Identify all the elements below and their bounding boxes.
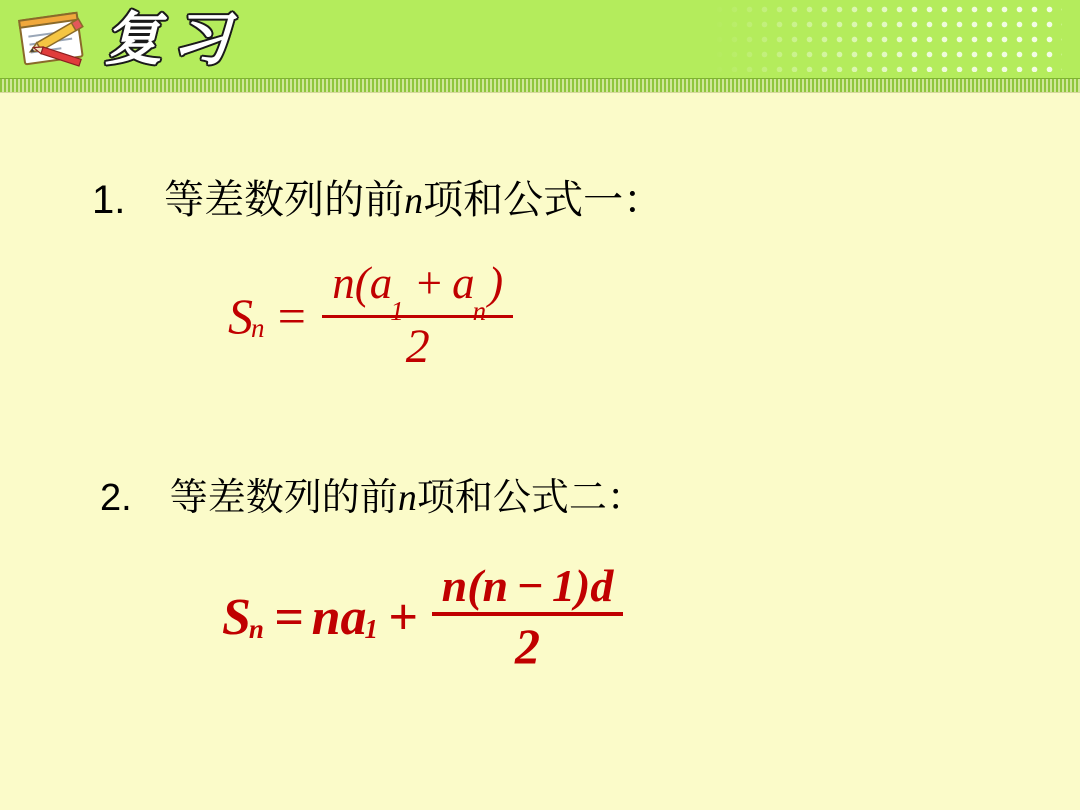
list-item-text-before: 等差数列的前	[164, 177, 405, 223]
page-title: 复习	[104, 5, 241, 73]
formula2-num-open: n(n	[441, 560, 509, 611]
header-dot-pattern	[712, 2, 1062, 72]
formula2-plus: +	[388, 588, 418, 646]
formula2-lhs-subscript: n	[248, 613, 264, 644]
sum-formula-two	[222, 562, 629, 673]
formula1-equals: =	[274, 288, 309, 345]
formula1-denominator: 2	[405, 320, 430, 374]
formula2-num-minus: −	[516, 560, 545, 611]
formula1-lhs-subscript: n	[251, 312, 265, 343]
list-item	[100, 466, 645, 521]
formula2-num-one: 1)	[552, 560, 591, 611]
formula1-num-sub1: 1	[390, 296, 404, 326]
formula2-equals: =	[273, 588, 304, 646]
formula2-num-d: d	[590, 560, 614, 611]
list-item	[92, 168, 663, 225]
formula1-num-a: a	[452, 258, 475, 308]
formula1-fraction	[322, 260, 513, 373]
formula1-num-open: n(a	[332, 258, 393, 308]
formula1-numerator	[322, 258, 513, 326]
formula1-num-close: )	[488, 258, 504, 308]
list-item-number: 1.	[92, 178, 126, 222]
formula1-num-sub2: n	[472, 296, 487, 326]
formula2-numerator	[432, 562, 624, 612]
formula2-fraction	[432, 562, 624, 673]
list-item-text-after: 项和公式一：	[423, 177, 664, 223]
formula2-term: na	[311, 588, 367, 646]
formula2-term-subscript: 1	[364, 613, 379, 644]
list-item-text-after: 项和公式二：	[416, 475, 645, 519]
formula1-lhs: S	[228, 288, 253, 345]
slide-content	[0, 92, 1080, 810]
formula1-num-plus: +	[413, 258, 445, 308]
formula2-denominator: 2	[515, 618, 540, 675]
header-divider-stripe	[0, 78, 1080, 93]
list-item-variable: n	[397, 477, 417, 519]
list-item-variable: n	[404, 180, 424, 222]
list-item-number: 2.	[100, 477, 132, 519]
list-item-text-before: 等差数列的前	[169, 475, 398, 519]
notepad-pencil-icon	[12, 6, 98, 72]
slide-header-banner	[0, 0, 1080, 78]
sum-formula-one	[228, 260, 519, 373]
formula2-lhs: S	[222, 588, 251, 646]
